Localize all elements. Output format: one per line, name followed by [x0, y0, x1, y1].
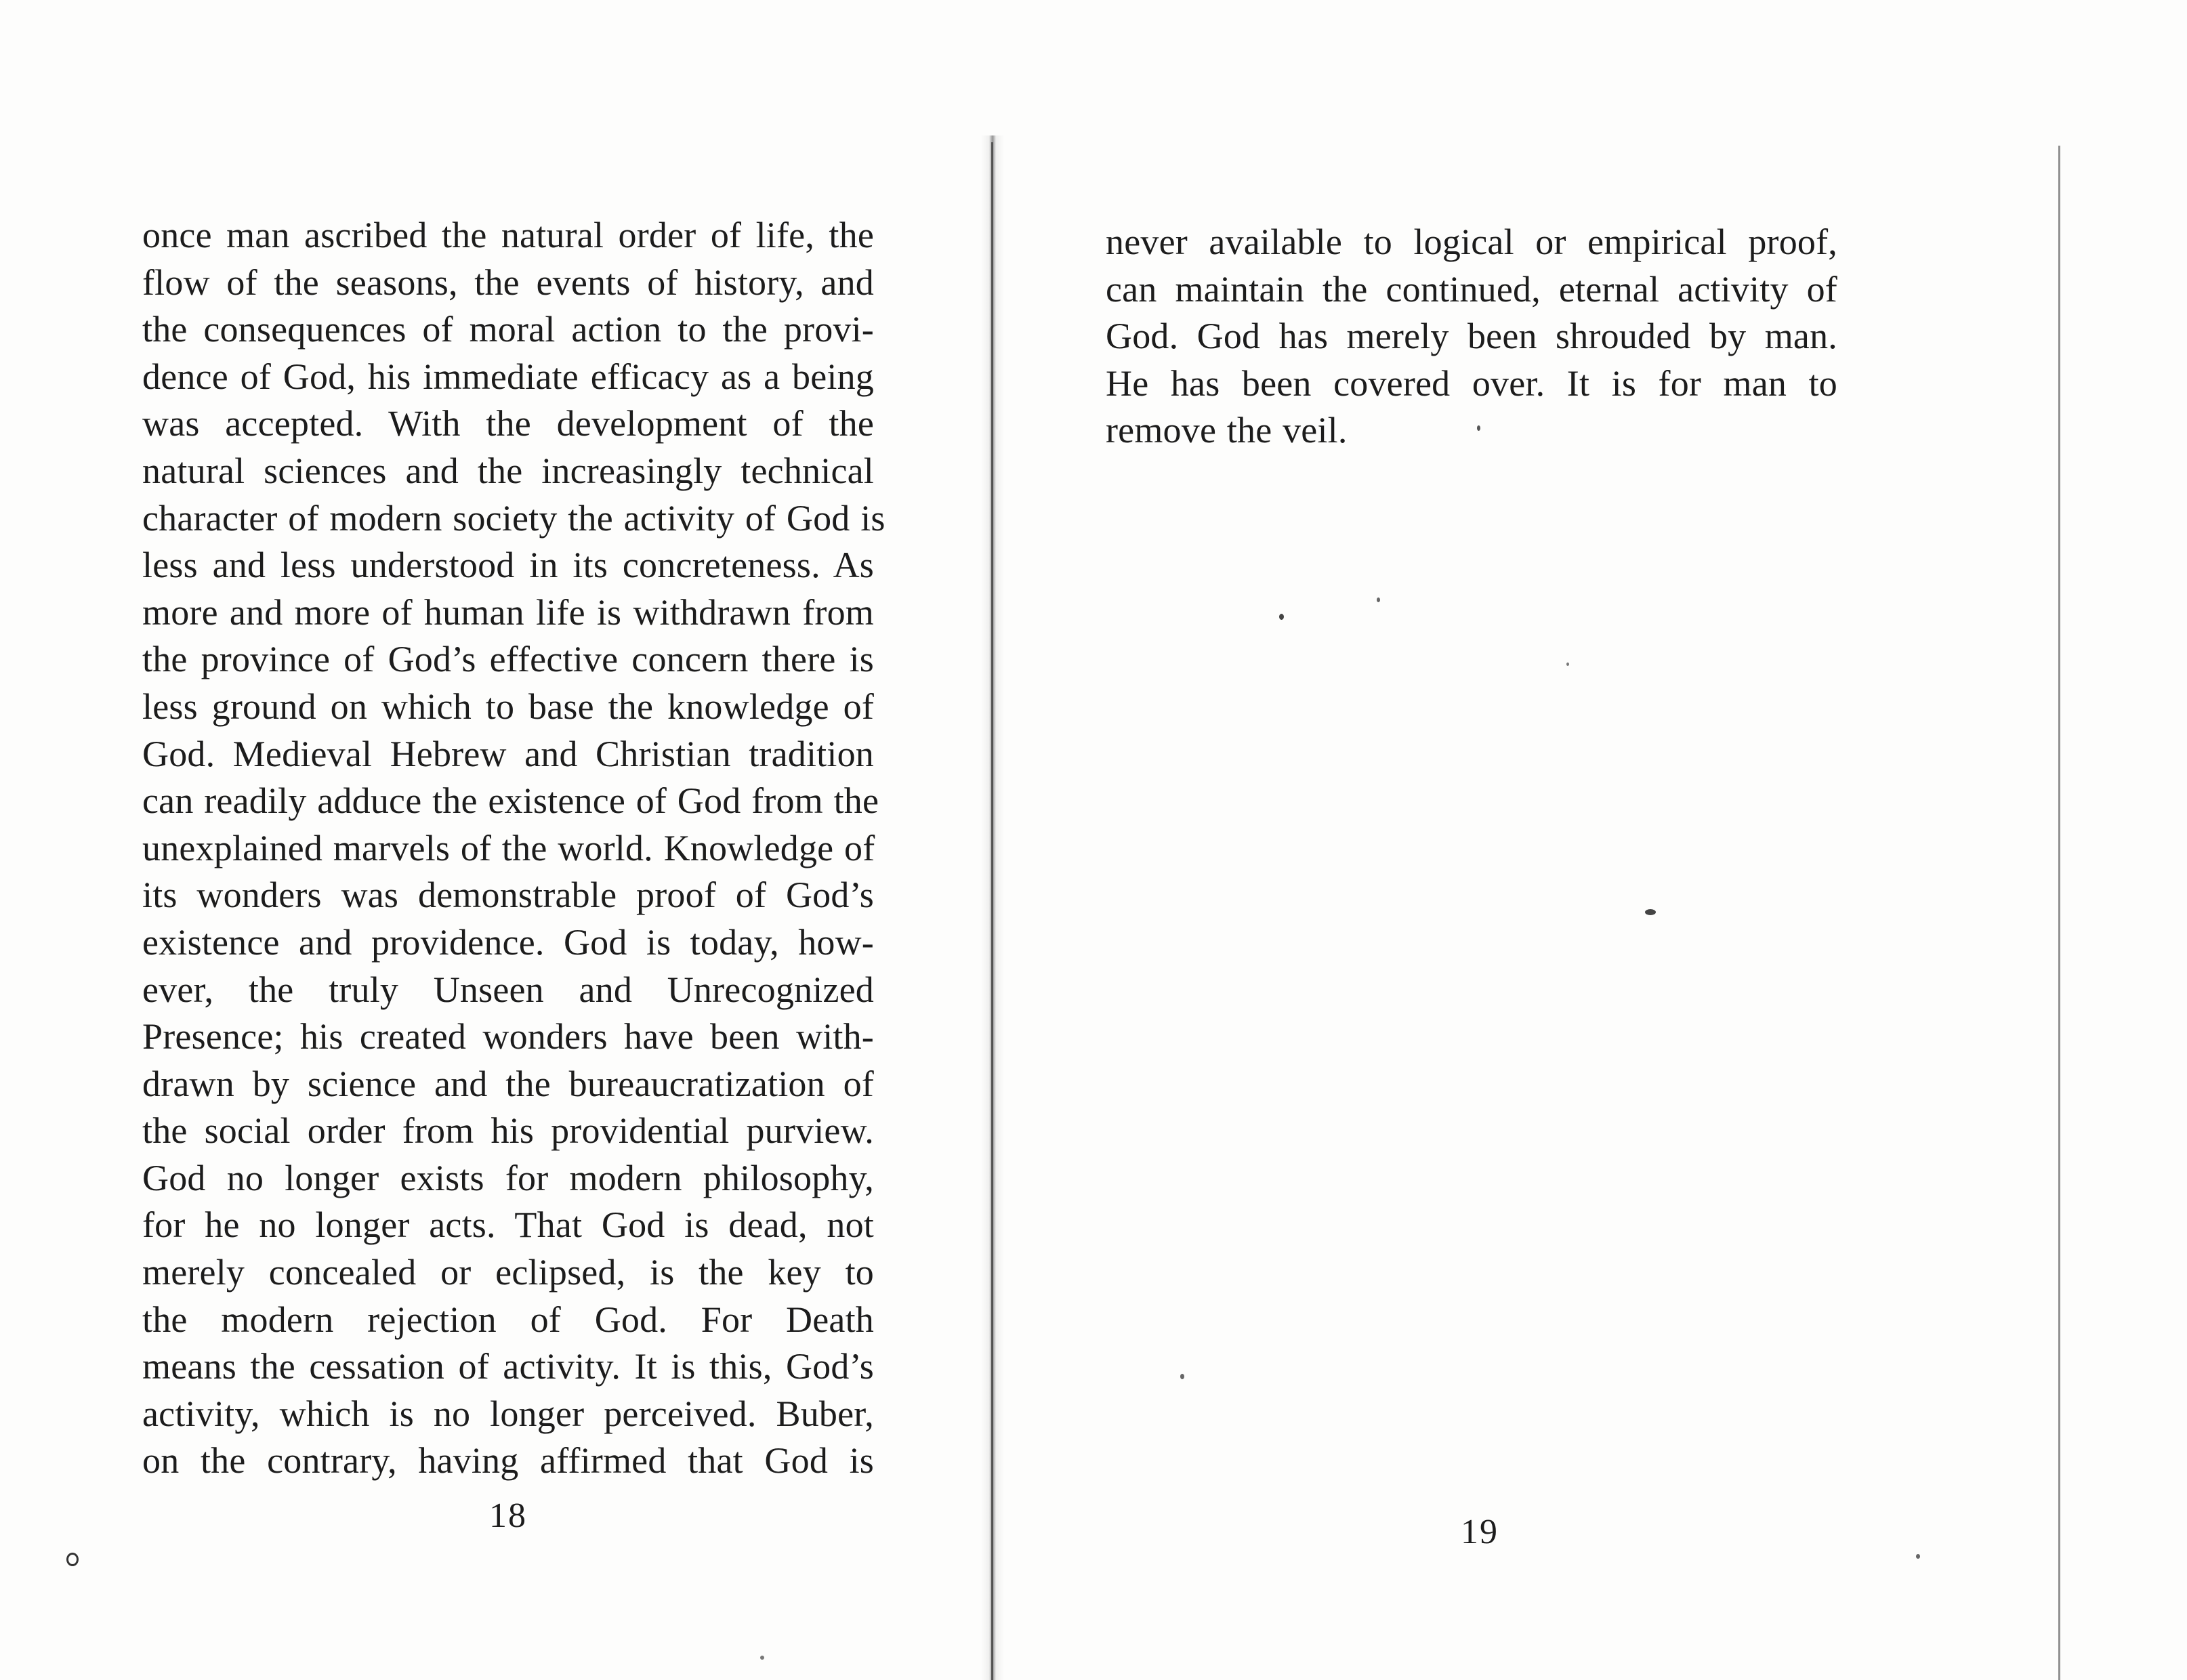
scan-speck: [66, 1553, 79, 1566]
text-line: He has been covered over. It is for man to: [1106, 362, 1837, 404]
text-line: Presence; his created wonders have been with-: [142, 1016, 874, 1057]
text-line: can maintain the continued, eternal activity of: [1106, 268, 1837, 310]
text-line: God no longer exists for modern philosophy,: [142, 1157, 874, 1198]
text-line: the social order from his providential purview.: [142, 1110, 874, 1152]
text-line: activity, which is no longer perceived. Buber,: [142, 1393, 874, 1434]
page-number-left: 18: [489, 1496, 527, 1535]
text-line: for he no longer acts. That God is dead, not: [142, 1204, 874, 1246]
text-line: on the contrary, having affirmed that God is: [142, 1440, 874, 1482]
text-line: God. Medieval Hebrew and Christian tradition: [142, 733, 874, 774]
text-line: dence of God, his immediate efficacy as a being: [142, 356, 874, 397]
text-line: drawn by science and the bureaucratization of: [142, 1063, 874, 1104]
text-line: character of modern society the activity of God is: [142, 497, 886, 539]
text-line: flow of the seasons, the events of history, and: [142, 261, 874, 303]
gutter-line: [991, 142, 993, 1680]
text-line: can readily adduce the existence of God from the: [142, 780, 879, 822]
text-line: the province of God’s effective concern there is: [142, 639, 874, 680]
text-line: ever, the truly Unseen and Unrecognized: [142, 969, 874, 1010]
text-line: never available to logical or empirical proof,: [1106, 222, 1837, 262]
scan-speck: [760, 1656, 764, 1660]
text-line: less ground on which to base the knowledge of: [142, 686, 874, 727]
page-edge-line: [2058, 146, 2060, 1680]
text-line: less and less understood in its concreteness. As: [142, 545, 874, 586]
text-line: more and more of human life is withdrawn from: [142, 591, 874, 633]
text-line: the modern rejection of God. For Death: [142, 1299, 874, 1340]
scan-speck: [1279, 614, 1284, 620]
text-line: natural sciences and the increasingly technical: [142, 450, 874, 491]
scan-speck: [1180, 1374, 1184, 1379]
right-page-text: [1106, 219, 1837, 455]
text-line: its wonders was demonstrable proof of God’s: [142, 875, 874, 916]
text-line: means the cessation of activity. It is this, God’s: [142, 1346, 874, 1387]
text-line: the consequences of moral action to the provi-: [142, 309, 874, 350]
scan-speck: [1916, 1554, 1920, 1559]
text-line: existence and providence. God is today, how-: [142, 921, 874, 963]
text-line: once man ascribed the natural order of life, the: [142, 215, 874, 255]
text-line: was accepted. With the development of the: [142, 403, 874, 444]
scan-speck: [1566, 663, 1569, 666]
page-number-right: 19: [1461, 1513, 1499, 1551]
text-line: God. God has merely been shrouded by man.: [1106, 316, 1837, 357]
text-line: merely concealed or eclipsed, is the key to: [142, 1252, 874, 1293]
left-page-text: [142, 212, 886, 1485]
scan-speck: [1377, 597, 1380, 602]
scan-speck: [1645, 909, 1656, 915]
text-line: unexplained marvels of the world. Knowledge of: [142, 827, 875, 868]
text-line: remove the veil.: [1106, 410, 1348, 451]
